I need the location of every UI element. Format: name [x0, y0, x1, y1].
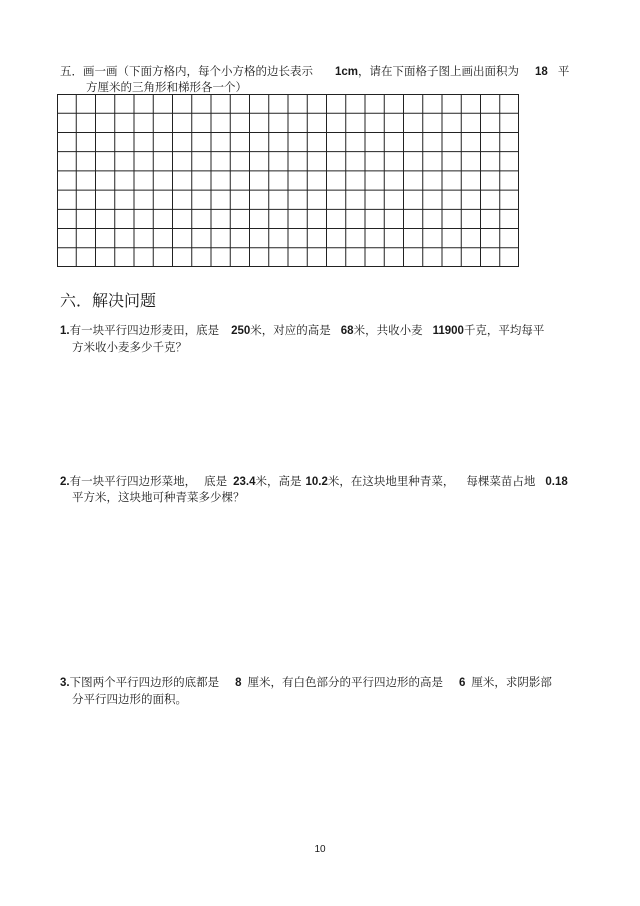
- question-2-number: 2.: [60, 476, 70, 488]
- q3-text-c: 厘米，求阴影部: [471, 675, 552, 689]
- q1-text-c: 米，共收小麦: [353, 323, 423, 337]
- q3-text-a: 下图两个平行四边形的底都是: [69, 675, 220, 689]
- q1-height: 68: [340, 325, 354, 337]
- section5-line2: 方厘米的三角形和梯形各一个）: [86, 80, 247, 94]
- q3-base: 8: [235, 677, 242, 689]
- section5-line1: [60, 64, 569, 79]
- drawing-grid[interactable]: [57, 94, 519, 267]
- question-3-number: 3.: [60, 677, 70, 689]
- question-2-line1: [60, 474, 568, 489]
- question-3-line2: 分平行四边形的面积。: [72, 692, 187, 706]
- question-3-line1: [60, 675, 552, 690]
- question-1-line2: 方米收小麦多少千克？: [72, 340, 187, 354]
- q2-text-e: 每棵菜苗占地: [466, 474, 536, 488]
- q2-text-c: 米，高是: [255, 474, 302, 488]
- q1-weight: 11900: [432, 325, 464, 337]
- section5-suffix: 平: [557, 64, 570, 78]
- q2-height: 10.2: [305, 476, 328, 488]
- page-number: 10: [314, 844, 326, 855]
- question-2-line2: 平方米，这块地可种青菜多少棵？: [72, 490, 245, 504]
- section6-heading: 六．解决问题: [60, 291, 157, 310]
- q3-height: 6: [459, 677, 466, 689]
- q2-text-a: 有一块平行四边形菜地，: [69, 474, 197, 488]
- area-value: 18: [535, 66, 548, 78]
- q2-text-d: 米，在这块地里种青菜，: [327, 474, 455, 488]
- question-1-line1: [60, 323, 544, 338]
- q2-area-per-plant: 0.18: [545, 476, 568, 488]
- unit-value: 1cm: [335, 66, 359, 78]
- question-1-number: 1.: [60, 325, 70, 337]
- q2-text-b: 底是: [204, 474, 228, 488]
- q1-base: 250: [231, 325, 251, 337]
- q2-base: 23.4: [233, 476, 256, 488]
- section5-mid: ，请在下面格子图上画出面积为: [358, 64, 520, 78]
- q1-text-d: 千克，平均每平: [463, 323, 545, 337]
- q1-text-b: 米，对应的高是: [250, 323, 331, 337]
- q1-text-a: 有一块平行四边形麦田，底是: [69, 323, 220, 337]
- section5-prefix: 五．画一画（下面方格内，每个小方格的边长表示: [60, 64, 313, 78]
- q3-text-b: 厘米，有白色部分的平行四边形的高是: [247, 675, 443, 689]
